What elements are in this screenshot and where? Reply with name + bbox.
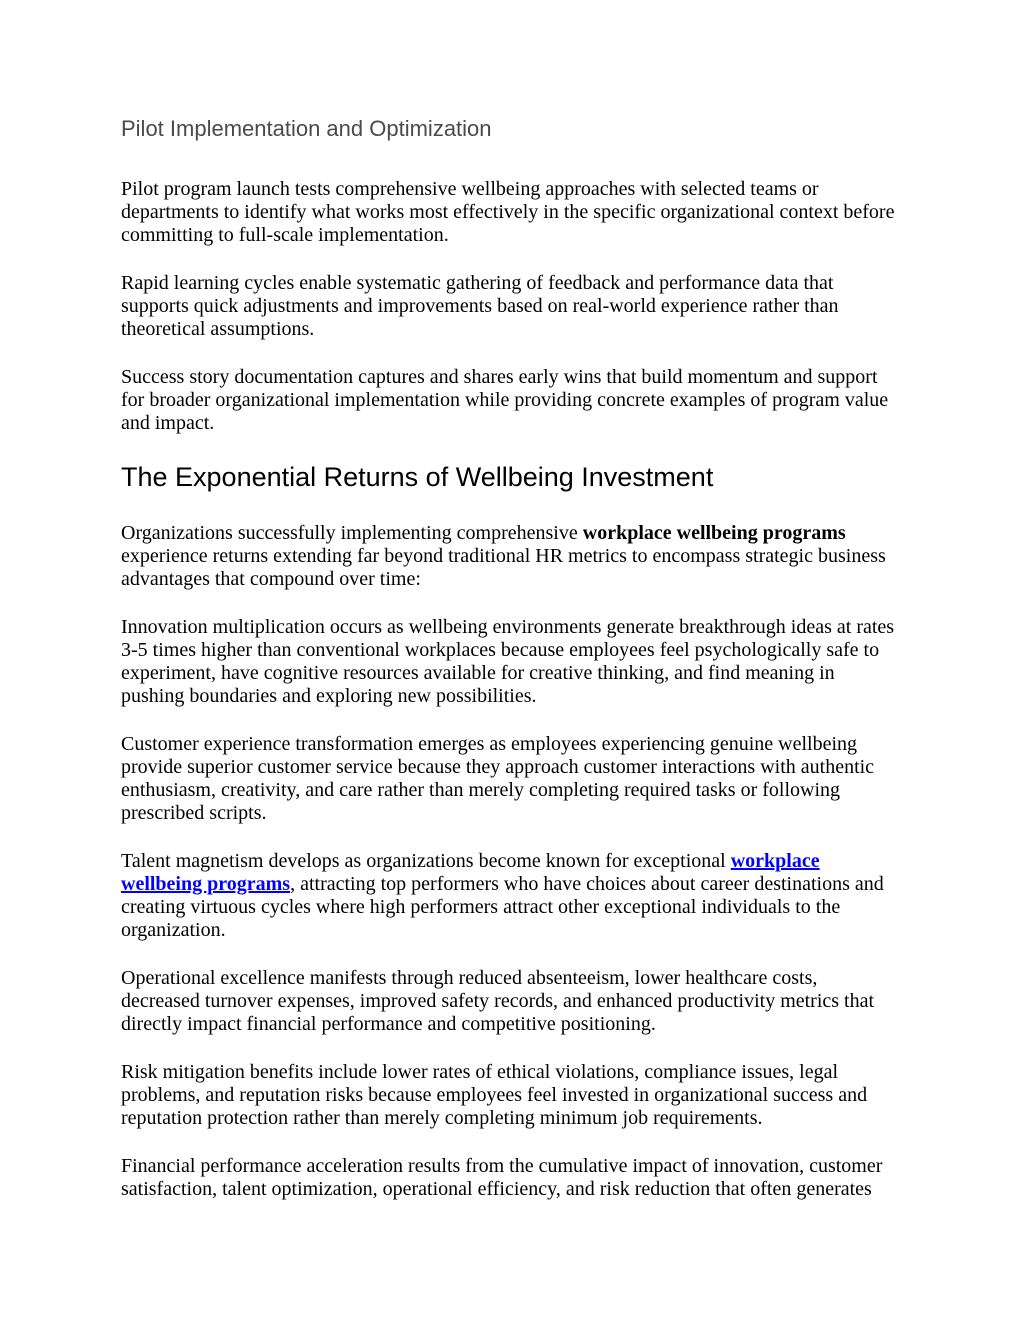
main-heading: The Exponential Returns of Wellbeing Investment (121, 462, 714, 492)
text-segment: Operational excellence manifests through reduced absenteeism, lower healthcare costs, decreased turnover expenses, improved safety records, and enhanced productivity metrics that directly impact financial performance and competitive positioning. (121, 967, 875, 1035)
text-segment: Organizations successfully implementing comprehensive (121, 522, 583, 544)
paragraph (121, 850, 897, 942)
paragraph (121, 178, 897, 247)
text-segment: Rapid learning cycles enable systematic gathering of feedback and performance data that supports quick adjustments and improvements based on real-world experience rather than theoretical assumptions. (121, 272, 839, 340)
text-segment: experience returns extending far beyond traditional HR metrics to encompass strategic business advantages that compound over time: (121, 545, 886, 590)
text-segment: , attracting top performers who have choices about career destinations and creating virtuous cycles where high performers attract other exceptional individuals to the organization. (121, 873, 884, 941)
paragraph (121, 1061, 897, 1130)
returns-section (121, 522, 897, 1201)
intro-section (121, 178, 897, 435)
bold-text: workplace wellbeing programs (582, 522, 846, 544)
wellbeing-programs-link[interactable]: workplace wellbeing programs (121, 850, 820, 895)
text-segment: Risk mitigation benefits include lower rates of ethical violations, compliance issues, legal problems, and reputation risks because employees feel invested in organizational success and reputation protection rather than merely completing minimum job requirements. (121, 1061, 868, 1129)
text-segment: Financial performance acceleration results from the cumulative impact of innovation, customer satisfaction, talent optimization, operational efficiency, and risk reduction that often generates (121, 1155, 883, 1200)
paragraph (121, 616, 897, 708)
text-segment: Success story documentation captures and shares early wins that build momentum and support for broader organizational implementation while providing concrete examples of program value and impact. (121, 366, 889, 434)
paragraph (121, 967, 897, 1036)
text-segment: Pilot program launch tests comprehensive wellbeing approaches with selected teams or departments to identify what works most effectively in the specific organizational context before committing to full-scale implementation. (121, 178, 895, 246)
paragraph (121, 733, 897, 825)
text-segment: Innovation multiplication occurs as wellbeing environments generate breakthrough ideas at rates 3-5 times higher than conventional workplaces because employees feel psychologically safe to experiment, have cognitive resources available for creative thinking, and find meaning in pushing boundaries and exploring new possibilities. (121, 616, 895, 707)
paragraph (121, 272, 897, 341)
text-segment: Customer experience transformation emerges as employees experiencing genuine wellbeing provide superior customer service because they approach customer interactions with authentic enthusiasm, creativity, and care rather than merely completing required tasks or following prescribed scripts. (121, 733, 875, 824)
paragraph (121, 1155, 897, 1201)
paragraph (121, 366, 897, 435)
text-segment: Talent magnetism develops as organizations become known for exceptional (121, 850, 731, 872)
section-heading: Pilot Implementation and Optimization (121, 116, 492, 141)
paragraph (121, 522, 897, 591)
